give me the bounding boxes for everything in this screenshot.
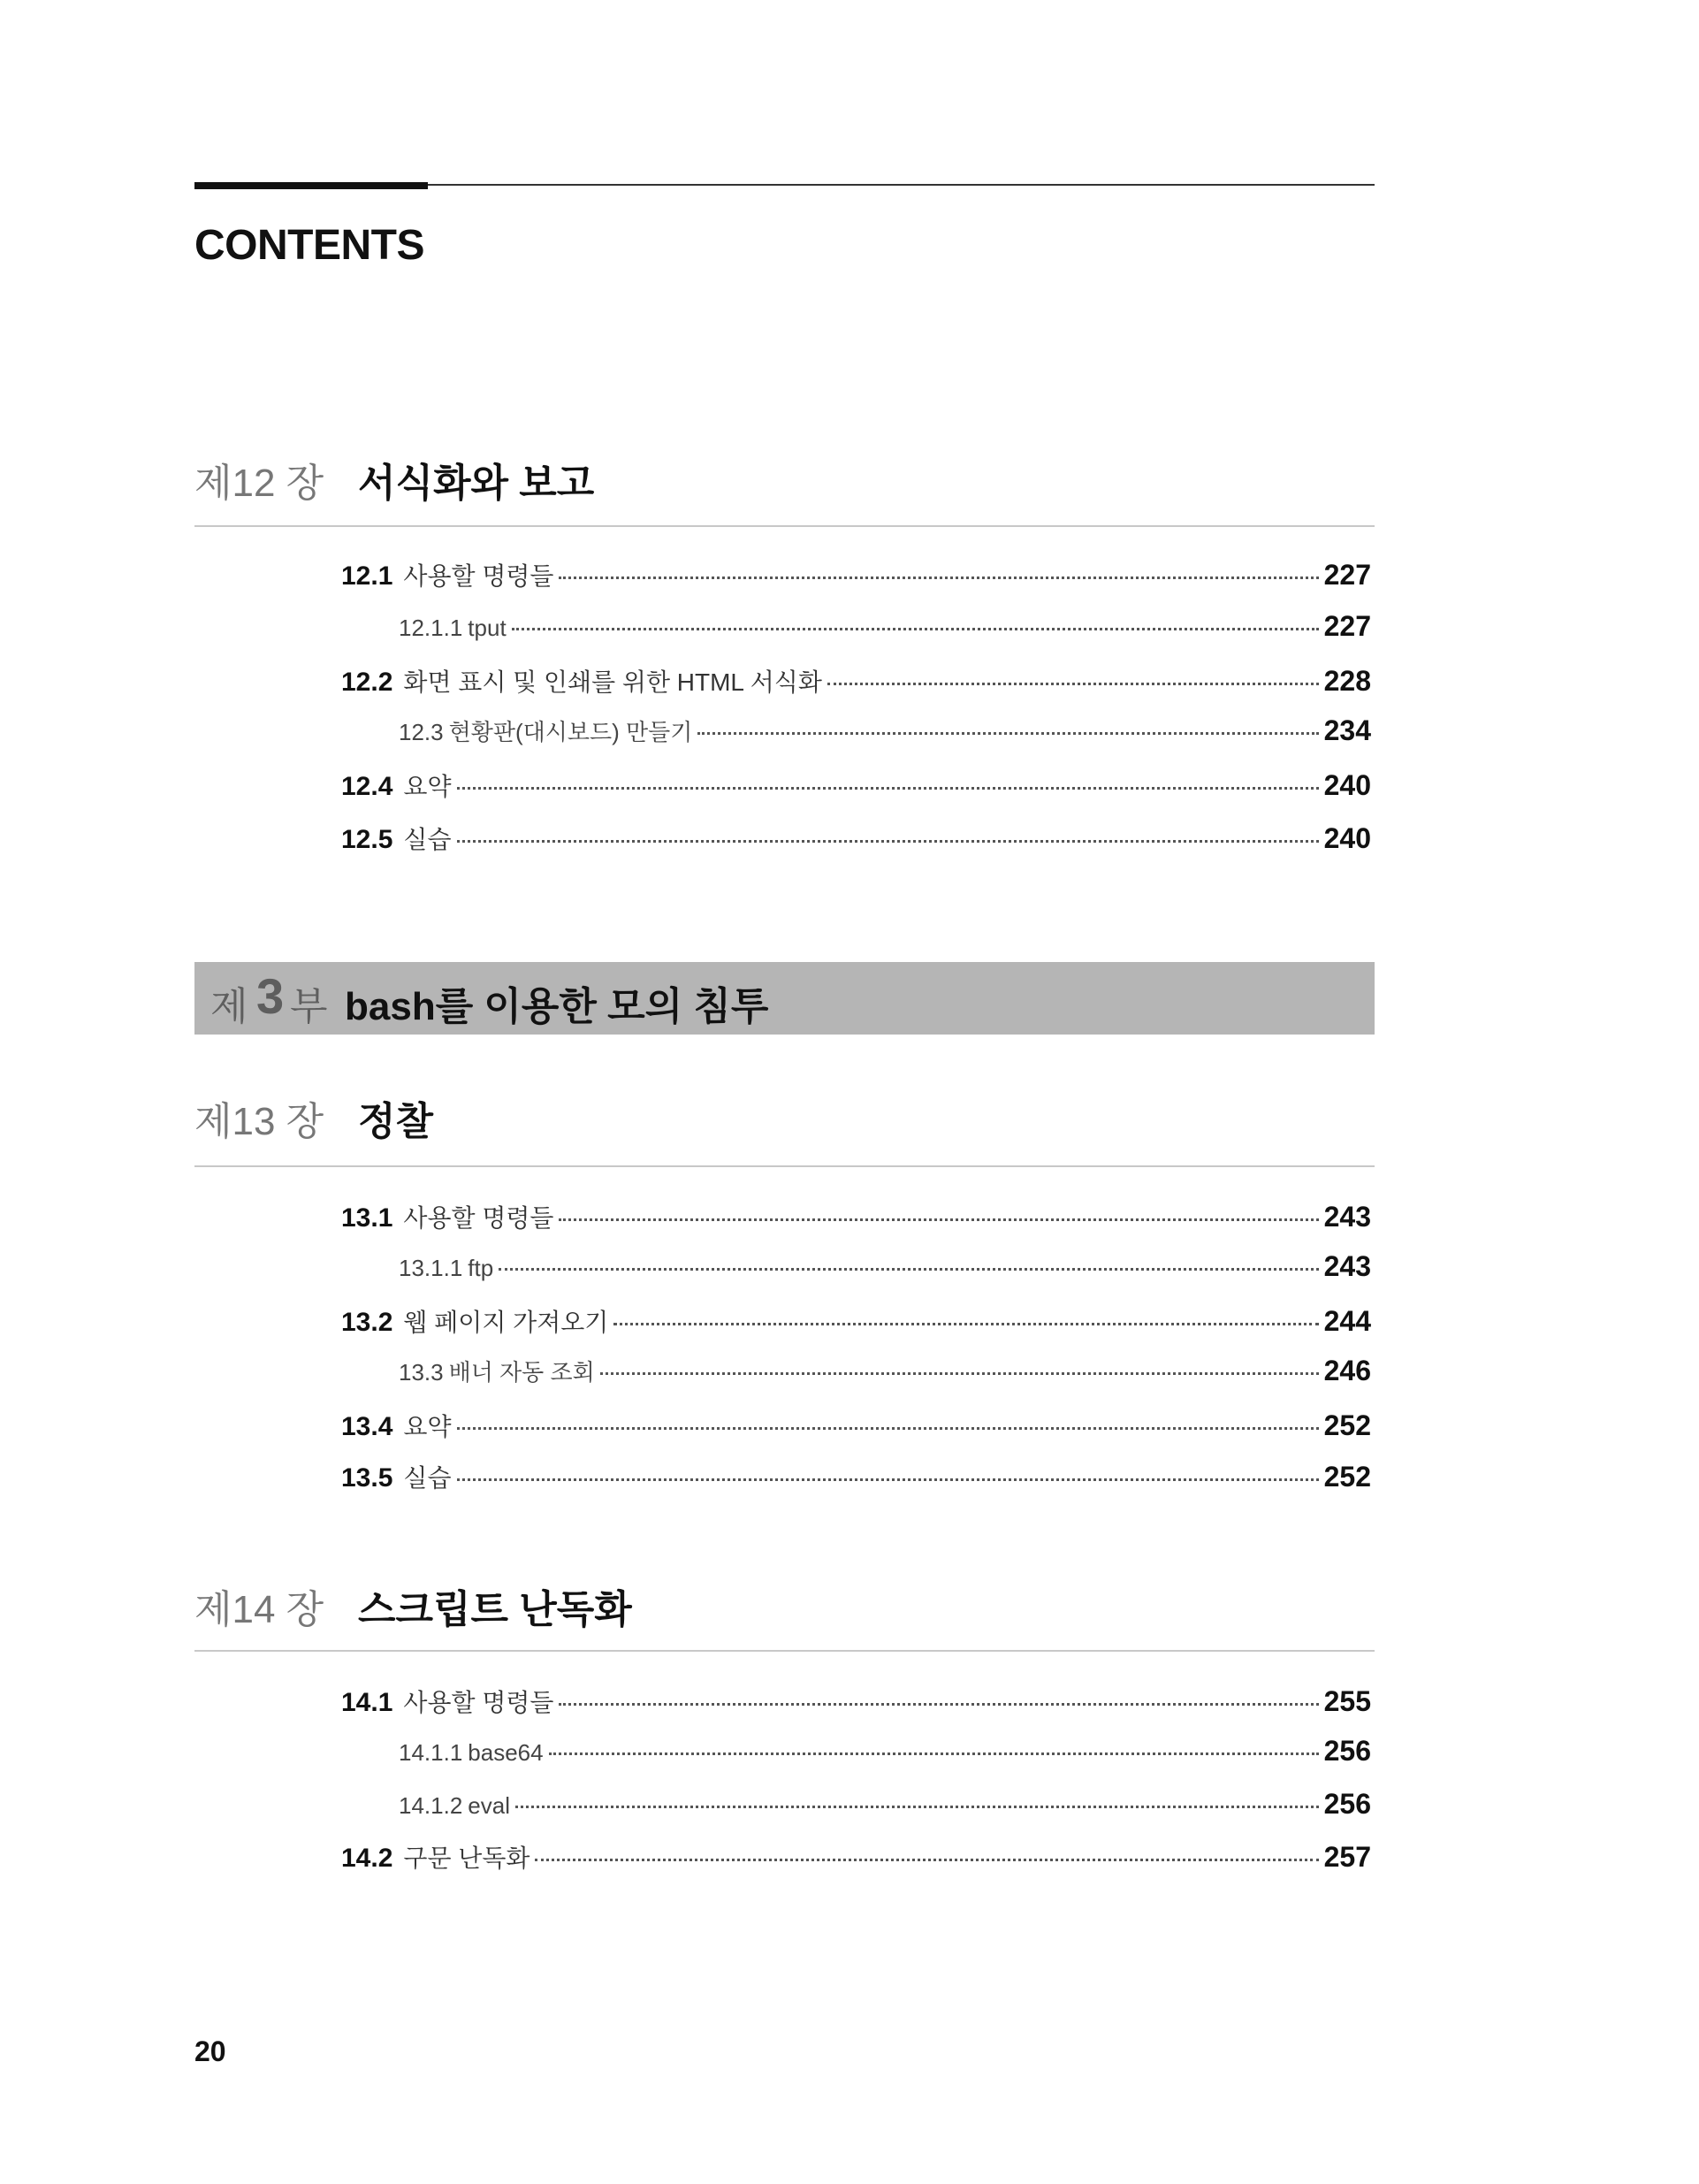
leader-dots — [457, 787, 1319, 790]
section-title: 실습 — [403, 826, 452, 853]
leader-dots — [512, 628, 1319, 630]
chapter-title: 정찰 — [358, 1100, 434, 1143]
toc-entry[interactable] — [399, 1735, 1371, 1770]
page-ref: 240 — [1323, 769, 1371, 801]
section-number: 13.4 — [341, 1412, 393, 1441]
part-title: bash를 이용한 모의 침투 — [345, 985, 769, 1028]
toc-entry[interactable] — [341, 1459, 1371, 1494]
section-number: 13.2 — [341, 1308, 393, 1337]
chapter-label: 제13 장 — [194, 1100, 324, 1143]
toc-entry[interactable] — [341, 1303, 1371, 1339]
section-number: 14.2 — [341, 1844, 393, 1873]
section-title: tput — [468, 615, 507, 641]
toc-entry[interactable] — [399, 1788, 1371, 1823]
page-number: 20 — [194, 2035, 226, 2067]
chapter-label: 제12 장 — [194, 462, 324, 505]
section-number: 14.1 — [341, 1688, 393, 1717]
part-number: 3 — [256, 968, 285, 1024]
toc-entry[interactable] — [341, 1684, 1371, 1719]
chapter-label: 제14 장 — [194, 1588, 324, 1631]
section-title: 사용할 명령들 — [403, 562, 554, 590]
chapter-rule — [194, 1650, 1375, 1652]
header-accent-rule — [194, 182, 428, 189]
page-ref: 227 — [1323, 610, 1371, 642]
section-number: 13.5 — [341, 1463, 393, 1493]
section-title: 화면 표시 및 인쇄를 위한 HTML 서식화 — [403, 668, 822, 696]
section-title: 구문 난독화 — [403, 1844, 530, 1872]
section-number: 14.1.2 — [399, 1792, 463, 1819]
page-ref: 228 — [1323, 665, 1371, 697]
leader-dots — [697, 732, 1318, 735]
page-ref: 252 — [1323, 1461, 1371, 1493]
toc-entry[interactable] — [341, 1408, 1371, 1443]
section-title: 배너 자동 조회 — [448, 1359, 595, 1386]
section-number: 12.2 — [341, 668, 393, 697]
toc-entry[interactable] — [341, 1199, 1371, 1234]
section-number: 13.1 — [341, 1203, 393, 1233]
page-ref: 234 — [1323, 714, 1371, 746]
section-title: 요약 — [403, 773, 452, 800]
leader-dots — [499, 1268, 1318, 1271]
section-number: 13.1.1 — [399, 1255, 463, 1281]
chapter-heading — [194, 451, 1375, 504]
page-ref: 256 — [1323, 1788, 1371, 1820]
section-title: 사용할 명령들 — [403, 1689, 554, 1716]
page-ref: 243 — [1323, 1201, 1371, 1233]
leader-dots — [535, 1859, 1318, 1861]
section-number: 12.3 — [399, 719, 444, 745]
section-number: 12.1.1 — [399, 615, 463, 641]
part-prefix: 제 — [210, 985, 248, 1028]
chapter-rule — [194, 1165, 1375, 1167]
leader-dots — [613, 1323, 1318, 1325]
page-ref: 240 — [1323, 822, 1371, 854]
leader-dots — [457, 1427, 1319, 1430]
chapter-title: 서식화와 보고 — [358, 462, 595, 505]
section-title: base64 — [468, 1739, 544, 1766]
leader-dots — [457, 1478, 1319, 1481]
section-title: 현황판(대시보드) 만들기 — [448, 719, 693, 745]
toc-entry[interactable] — [399, 714, 1371, 750]
toc-entry[interactable] — [399, 1355, 1371, 1390]
section-title: eval — [468, 1792, 510, 1819]
section-title: ftp — [468, 1255, 494, 1281]
page-ref: 244 — [1323, 1305, 1371, 1337]
leader-dots — [600, 1372, 1319, 1375]
page-ref: 227 — [1323, 559, 1371, 591]
toc-entry[interactable] — [399, 610, 1371, 645]
chapter-heading — [194, 1577, 1375, 1630]
section-number: 12.1 — [341, 561, 393, 591]
chapter-title: 스크립트 난독화 — [358, 1588, 632, 1631]
page-ref: 257 — [1323, 1841, 1371, 1873]
chapter-rule — [194, 525, 1375, 527]
section-number: 12.4 — [341, 772, 393, 801]
toc-entry[interactable] — [341, 663, 1371, 699]
toc-entry[interactable] — [341, 821, 1371, 856]
toc-entry[interactable] — [399, 1250, 1371, 1286]
leader-dots — [515, 1806, 1319, 1808]
leader-dots — [559, 1218, 1318, 1221]
page-ref: 246 — [1323, 1355, 1371, 1386]
page-ref: 252 — [1323, 1409, 1371, 1441]
section-title: 실습 — [403, 1464, 452, 1492]
leader-dots — [559, 577, 1318, 579]
leader-dots — [559, 1703, 1318, 1706]
page-ref: 243 — [1323, 1250, 1371, 1282]
leader-dots — [457, 840, 1319, 843]
section-title: 요약 — [403, 1413, 452, 1440]
toc-entry[interactable] — [341, 767, 1371, 803]
section-number: 12.5 — [341, 825, 393, 854]
leader-dots — [549, 1753, 1319, 1755]
leader-dots — [827, 683, 1319, 685]
section-title: 사용할 명령들 — [403, 1204, 554, 1232]
page-ref: 256 — [1323, 1735, 1371, 1767]
section-number: 13.3 — [399, 1359, 444, 1386]
section-title: 웹 페이지 가져오기 — [403, 1309, 609, 1336]
section-number: 14.1.1 — [399, 1739, 463, 1766]
part-suffix: 부 — [290, 985, 328, 1028]
chapter-heading — [194, 1089, 1375, 1142]
part-banner — [194, 962, 1375, 1035]
page-title: CONTENTS — [194, 222, 424, 269]
page-ref: 255 — [1323, 1685, 1371, 1717]
toc-entry[interactable] — [341, 557, 1371, 592]
toc-entry[interactable] — [341, 1839, 1371, 1875]
